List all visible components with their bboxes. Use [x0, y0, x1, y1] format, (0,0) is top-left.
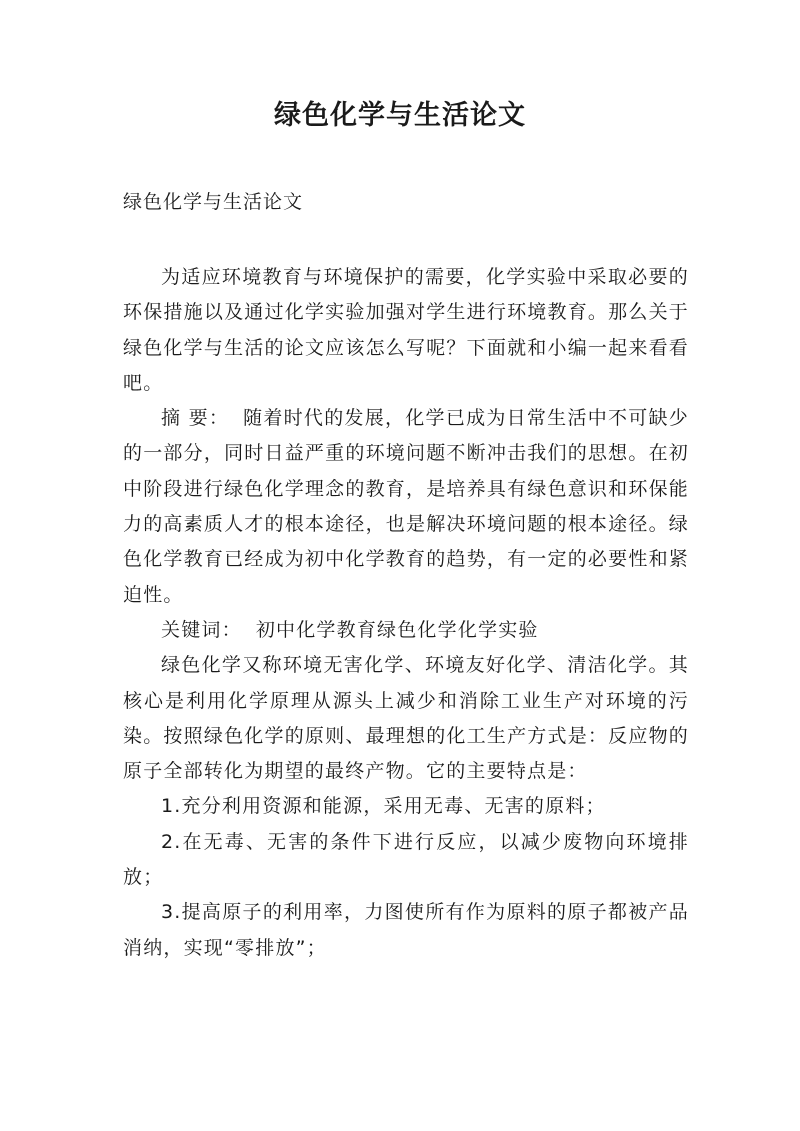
- keywords-label: 关键词：: [161, 618, 242, 641]
- keywords-text: 初中化学教育绿色化学化学实验: [255, 618, 539, 641]
- abstract-paragraph: [123, 401, 689, 613]
- list-item: 2.在无毒、无害的条件下进行反应，以减少废物向环境排放；: [123, 830, 689, 889]
- keywords-paragraph: [123, 613, 689, 648]
- definition-paragraph: 绿色化学又称环境无害化学、环境友好化学、清洁化学。其核心是利用化学原理从源头上减少和消除工业生产对环境的污染。按照绿色化学的原则、最理想的化工生产方式是：反应物的原子全部转化为期望的最终产物。它的主要特点是：: [123, 654, 689, 783]
- abstract-text: 随着时代的发展，化学已成为日常生活中不可缺少的一部分，同时日益严重的环境问题不断冲击我们的思想。在初中阶段进行绿色化学理念的教育，是培养具有绿色意识和环保能力的高素质人才的根本途径，也是解决环境问题的根本途径。绿色化学教育已经成为初中化学教育的趋势，有一定的必要性和紧迫性。: [123, 407, 689, 606]
- document-subtitle: 绿色化学与生活论文: [123, 191, 304, 213]
- document-title: 绿色化学与生活论文: [274, 100, 526, 131]
- list-item: 1.充分利用资源和能源，采用无毒、无害的原料；: [161, 795, 606, 818]
- intro-paragraph: 为适应环境教育与环境保护的需要，化学实验中采取必要的环保措施以及通过化学实验加强对学生进行环境教育。那么关于绿色化学与生活的论文应该怎么写呢？下面就和小编一起来看看吧。: [123, 266, 689, 394]
- abstract-label: 摘 要：: [161, 407, 230, 430]
- list-item: 3.提高原子的利用率，力图使所有作为原料的原子都被产品消纳，实现“零排放”；: [123, 901, 689, 959]
- document-body: [123, 260, 689, 966]
